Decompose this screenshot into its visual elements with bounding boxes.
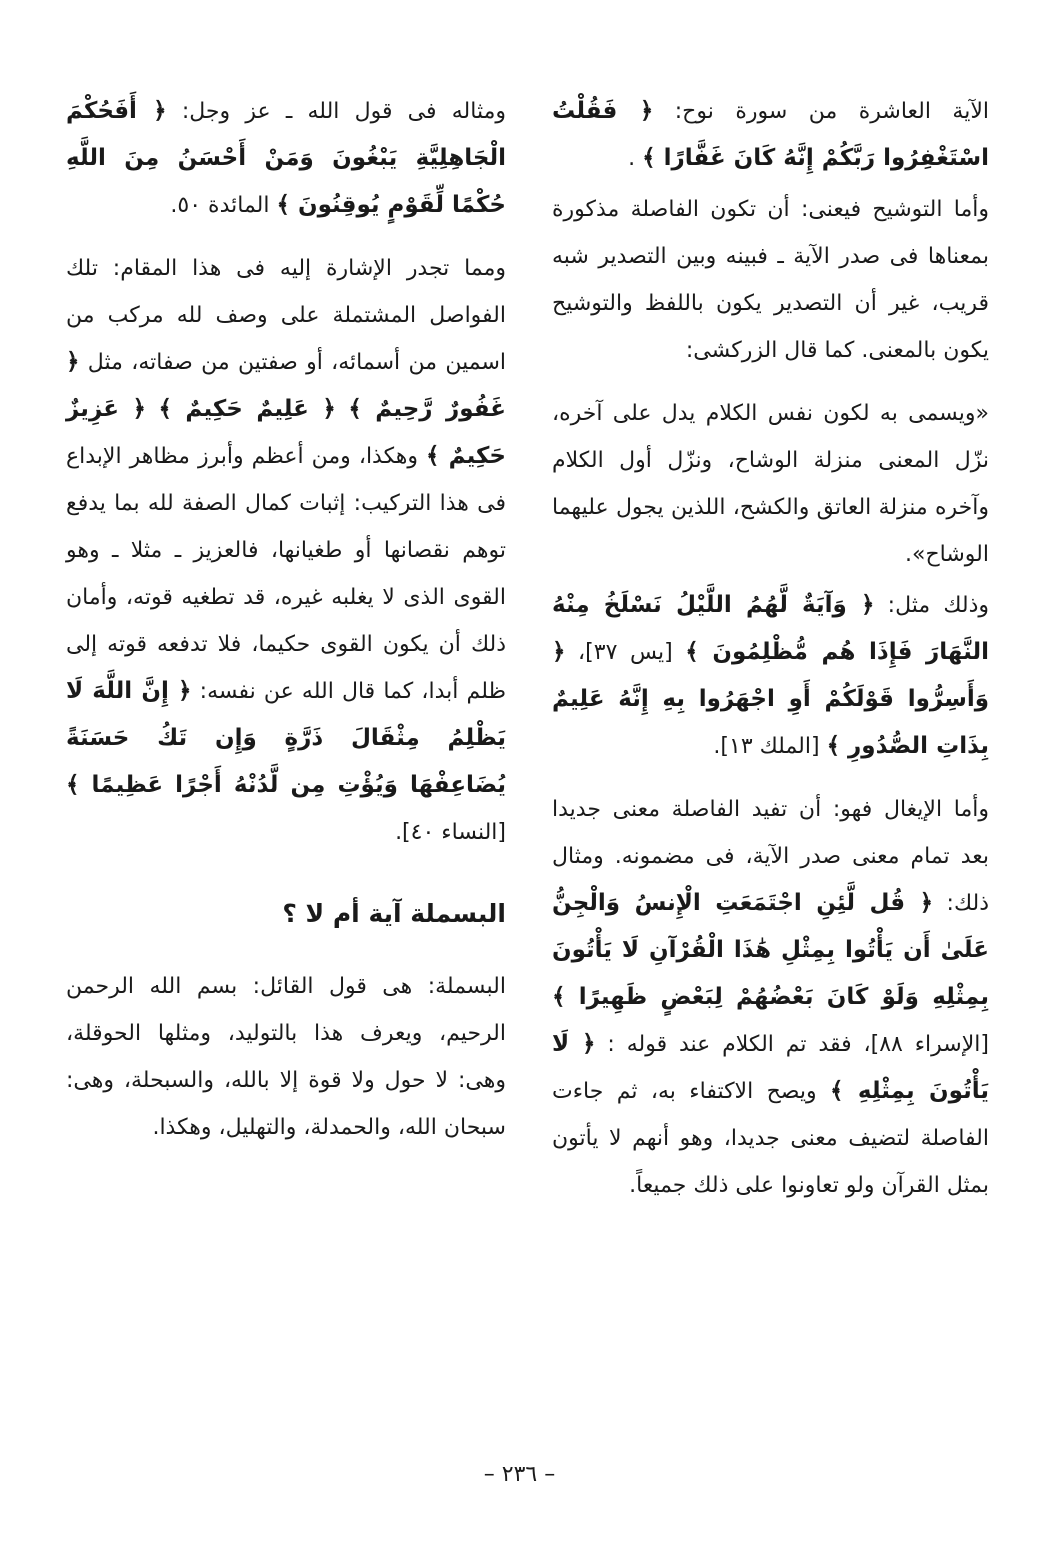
quran-verse: ﴿ لَا يَأْتُونَ بِمِثْلِهِ ﴾ bbox=[552, 1031, 989, 1104]
paragraph-text: ويصح الاكتفاء به، ثم جاءت الفاصلة لتضيف معنى جديدا، وهو أنهم لا يأتون بمثل القرآن ولو تعاونوا على ذلك جميعاً. bbox=[552, 1079, 989, 1198]
paragraph-text: وذلك مثل: bbox=[874, 593, 990, 618]
quran-verse: ﴿ قُل لَّئِنِ اجْتَمَعَتِ الْإِنسُ وَالْجِنُّ عَلَىٰ أَن يَأْتُوا بِمِثْلِ هَٰذَا الْقُرْآنِ لَا يَأْتُونَ بِمِثْلِهِ وَلَوْ كَانَ بَعْضُهُمْ لِبَعْضٍ ظَهِيرًا ﴾ bbox=[552, 890, 989, 1010]
quran-verse: ﴿ إِنَّ اللَّهَ لَا يَظْلِمُ مِثْقَالَ ذَرَّةٍ وَإِن تَكُ حَسَنَةً يُضَاعِفْهَا وَيُؤْتِ مِن لَّدُنْهُ أَجْرًا عَظِيمًا ﴾ bbox=[66, 678, 506, 798]
verse-reference: [الملك ١٣]. bbox=[713, 734, 827, 759]
quran-verse: ﴿ أَفَحُكْمَ الْجَاهِلِيَّةِ يَبْغُونَ وَمَنْ أَحْسَنُ مِنَ اللَّهِ حُكْمًا لِّقَوْمٍ يُوقِنُونَ ﴾ bbox=[66, 98, 506, 218]
section-heading: البسملة آية أم لا ؟ bbox=[282, 899, 506, 928]
quran-verse: ﴿ غَفُورٌ رَّحِيمٌ ﴾ bbox=[66, 349, 506, 422]
paragraph-text: . bbox=[628, 146, 643, 171]
page-number: – ٢٣٦ – bbox=[483, 1462, 556, 1487]
paragraph-ighal bbox=[552, 786, 989, 1209]
verse-reference: [الإسراء ٨٨]، فقد تم الكلام عند قوله : bbox=[595, 1032, 989, 1057]
paragraph-surah-nuh bbox=[552, 88, 989, 182]
paragraph-divine-names bbox=[66, 245, 506, 856]
verse-reference: [يس ٣٧]، bbox=[565, 640, 686, 665]
right-column bbox=[552, 88, 989, 1225]
paragraph-text: وأما الإيغال فهو: أن تفيد الفاصلة معنى جديدا بعد تمام معنى صدر الآية، فى مضمونه. ومثال ذلك: bbox=[552, 797, 989, 916]
paragraph-tawshih: وأما التوشيح فيعنى: أن تكون الفاصلة مذكورة بمعناها فى صدر الآية ـ فبينه وبين التصدير شبه قريب، غير أن التصدير يكون باللفظ والتوشيح يكون بالمعنى. كما قال الزركشى: bbox=[552, 197, 989, 363]
quran-verse: ﴿ عَلِيمٌ حَكِيمٌ ﴾ bbox=[158, 396, 336, 422]
paragraph-quotation: «ويسمى به لكون نفس الكلام يدل على آخره، نزّل المعنى منزلة الوشاح، ونزّل أول الكلام وآخره منزلة العاتق والكشح، اللذين يجول عليهما الوشاح». bbox=[552, 401, 989, 567]
paragraph-text: ومما تجدر الإشارة إليه فى هذا المقام: تلك الفواصل المشتملة على وصف لله مركب من اسمين من أسمائه، أو صفتين من صفاته، مثل bbox=[66, 256, 506, 375]
paragraph-text: وهكذا، ومن أعظم وأبرز مظاهر الإبداع فى هذا التركيب: إثبات كمال الصفة لله بما يدفع توهم نقصانها أو طغيانها، فالعزيز ـ مثلا ـ وهو القوى الذى لا يغلبه غيره، قد تطغيه قوته، وأمان ذلك أن يكون القوى حكيما، فلا تدفعه قوته إلى ظلم أبدا، كما قال الله عن نفسه: bbox=[66, 444, 506, 704]
paragraph-tawshih-examples bbox=[552, 582, 989, 770]
paragraph-basmala: البسملة: هى قول القائل: بسم الله الرحمن الرحيم، ويعرف هذا بالتوليد، ومثلها الحوقلة، وهى: لا حول ولا قوة إلا بالله، والسبحلة، وهى: سبحان الله، والحمدلة، والتهليل، وهكذا. bbox=[66, 974, 506, 1140]
verse-reference: [النساء ٤٠]. bbox=[395, 820, 506, 845]
quran-verse: ﴿ وَأَسِرُّوا قَوْلَكُمْ أَوِ اجْهَرُوا بِهِ إِنَّهُ عَلِيمٌ بِذَاتِ الصُّدُورِ ﴾ bbox=[552, 639, 989, 759]
verse-reference: المائدة ٥٠. bbox=[170, 193, 277, 218]
quran-verse: ﴿ فَقُلْتُ اسْتَغْفِرُوا رَبَّكُمْ إِنَّهُ كَانَ غَفَّارًا ﴾ bbox=[552, 98, 989, 171]
paragraph-text: ومثاله فى قول الله ـ عز وجل: bbox=[166, 99, 506, 124]
quran-verse: ﴿ عَزِيزٌ حَكِيمٌ ﴾ bbox=[66, 396, 506, 469]
quran-verse: ﴿ وَآيَةٌ لَّهُمُ اللَّيْلُ نَسْلَخُ مِنْهُ النَّهَارَ فَإِذَا هُم مُّظْلِمُونَ ﴾ bbox=[552, 592, 989, 665]
paragraph-example-maidah bbox=[66, 88, 506, 229]
left-column bbox=[66, 88, 506, 1167]
paragraph-text: الآية العاشرة من سورة نوح: bbox=[653, 99, 989, 124]
